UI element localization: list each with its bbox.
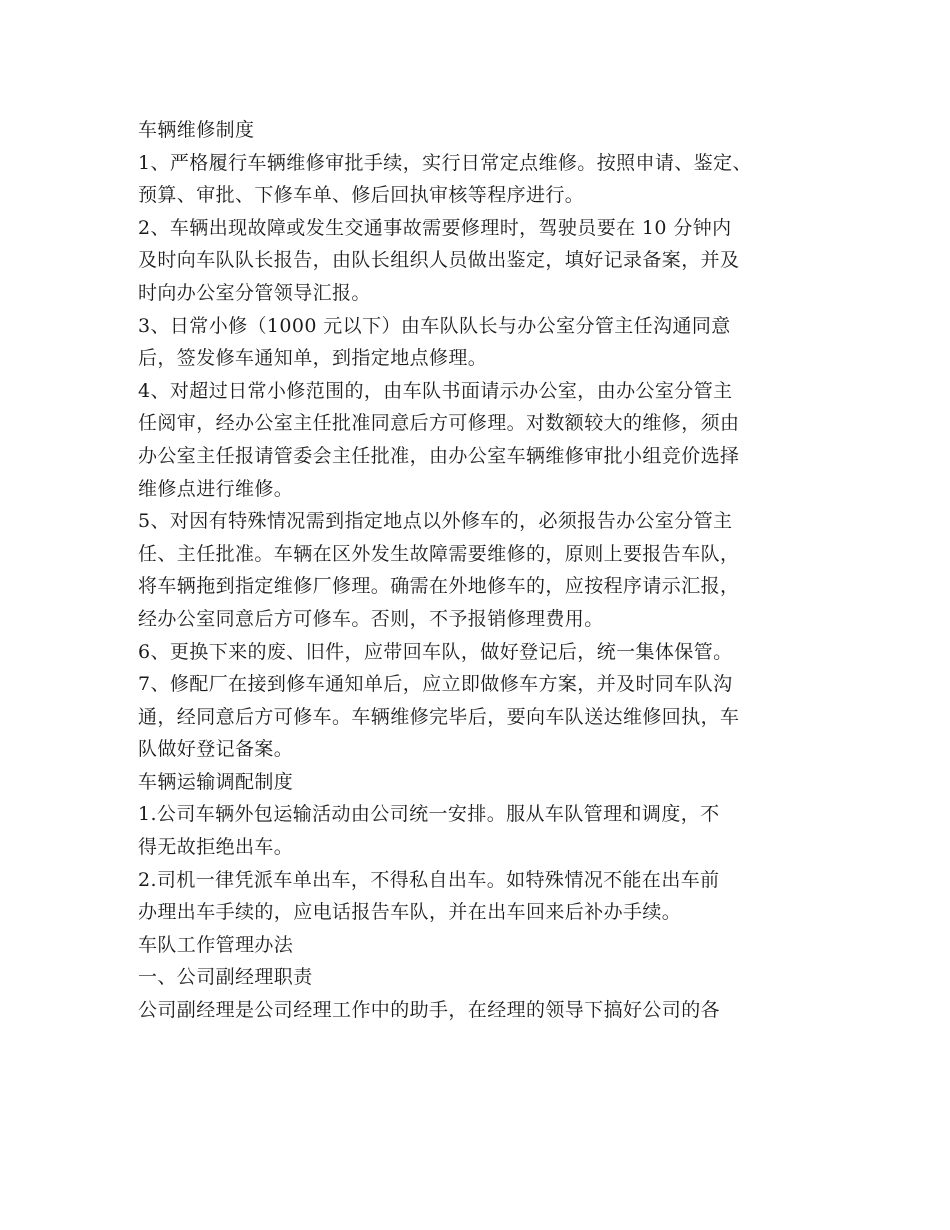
section-title: 车辆维修制度 xyxy=(138,119,255,141)
document-body xyxy=(138,114,830,1027)
text-line: 时向办公室分管领导汇报。 xyxy=(138,281,371,304)
text-line: 公司副经理是公司经理工作中的助手，在经理的领导下搞好公司的各 xyxy=(138,999,721,1022)
text-line: 4、对超过日常小修范围的，由车队书面请示办公室，由办公室分管主 xyxy=(138,379,733,402)
text-line: 1.公司车辆外包运输活动由公司统一安排。服从车队管理和调度，不 xyxy=(138,803,720,826)
text-line: 任、主任批准。车辆在区外发生故障需要维修的，原则上要报告车队， xyxy=(138,542,740,565)
text-line: 预算、审批、下修车单、修后回执审核等程序进行。 xyxy=(138,184,585,207)
text-line: 及时向车队队长报告，由队长组织人员做出鉴定，填好记录备案，并及 xyxy=(138,249,740,272)
text-line: 得无故拒绝出车。 xyxy=(138,836,294,859)
text-line: 3、日常小修（1000 元以下）由车队队长与办公室分管主任沟通同意 xyxy=(138,314,731,337)
text-line: 任阅审，经办公室主任批准同意后方可修理。对数额较大的维修，须由 xyxy=(138,412,740,435)
text-line: 7、修配厂在接到修车通知单后，应立即做修车方案，并及时同车队沟 xyxy=(138,673,733,696)
text-line: 2.司机一律凭派车单出车，不得私自出车。如特殊情况不能在出车前 xyxy=(138,868,720,891)
text-line: 1、严格履行车辆维修审批手续，实行日常定点维修。按照申请、鉴定、 xyxy=(138,151,752,174)
section-title: 车队工作管理办法 xyxy=(138,933,294,956)
text-line: 6、更换下来的废、旧件，应带回车队，做好登记后，统一集体保管。 xyxy=(138,640,733,663)
text-line: 后，签发修车通知单，到指定地点修理。 xyxy=(138,347,488,370)
text-line: 经办公室同意后方可修车。否则，不予报销修理费用。 xyxy=(138,607,604,630)
section-title: 车辆运输调配制度 xyxy=(138,770,294,793)
text-line: 5、对因有特殊情况需到指定地点以外修车的，必须报告办公室分管主 xyxy=(138,510,733,533)
text-line: 将车辆拖到指定维修厂修理。确需在外地修车的，应按程序请示汇报， xyxy=(138,575,740,598)
text-line: 通，经同意后方可修车。车辆维修完毕后，要向车队送达维修回执，车 xyxy=(138,705,740,728)
subsection-title: 一、公司副经理职责 xyxy=(138,966,313,989)
text-line: 队做好登记备案。 xyxy=(138,738,294,761)
text-line: 办公室主任报请管委会主任批准，由办公室车辆维修审批小组竞价选择 xyxy=(138,444,740,467)
text-line: 2、车辆出现故障或发生交通事故需要修理时，驾驶员要在 10 分钟内 xyxy=(138,216,732,239)
text-line: 维修点进行维修。 xyxy=(138,477,294,500)
text-line: 办理出车手续的，应电话报告车队，并在出车回来后补办手续。 xyxy=(138,901,682,924)
